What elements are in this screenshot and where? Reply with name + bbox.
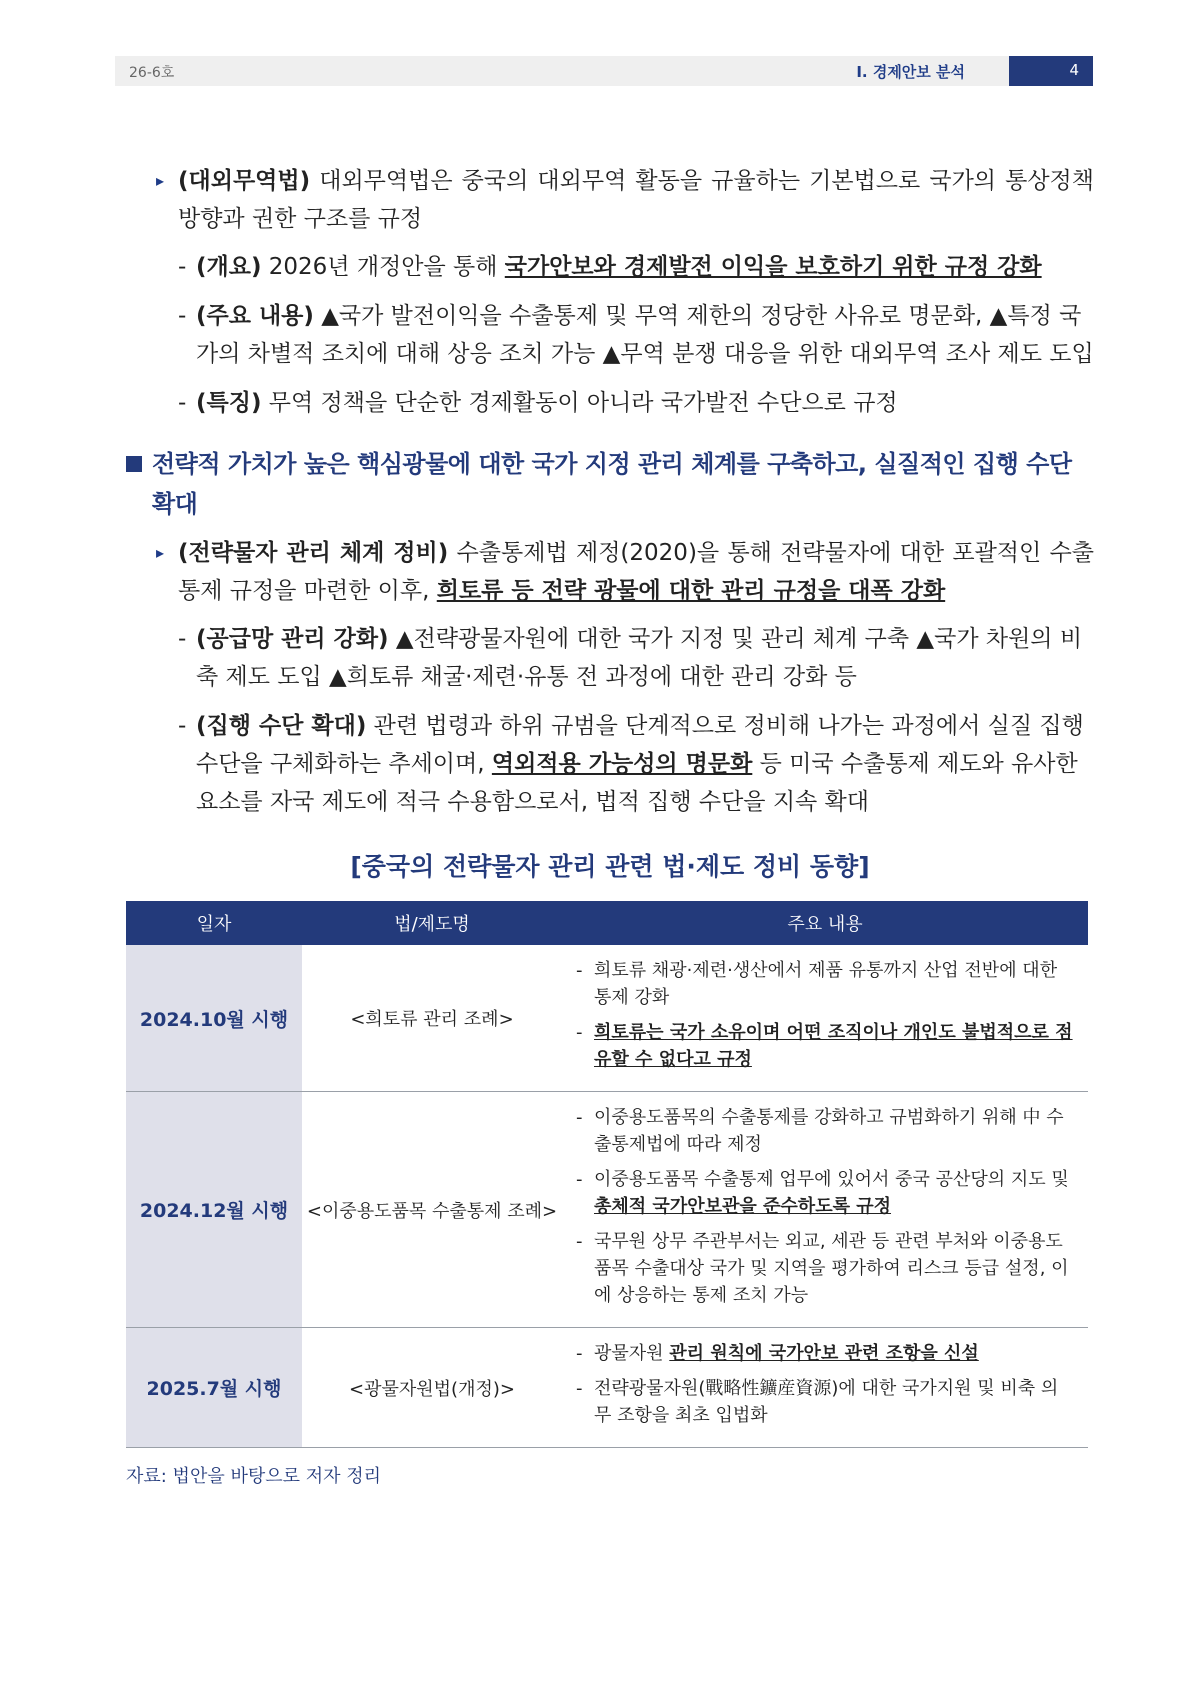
column-header-law: 법/제도명 [302,901,562,945]
sub-item-underlined: 역외적용 가능성의 명문화 [491,751,753,777]
page-header [115,56,1093,86]
page-body [126,162,1094,1488]
content-cell [562,1328,1088,1448]
page-number-box [1009,56,1093,86]
list-item: - 희토류는 국가 소유이며 어떤 조직이나 개인도 불법적으로 점유할 수 없다고 규정 [576,1022,1073,1070]
content-cell [562,1092,1088,1328]
sub-item-overview: - (개요) 2026년 개정안을 통해 국가안보와 경제발전 이익을 보호하기 위한 규정 강화 [178,254,1042,280]
page-number: 4 [1069,61,1079,79]
paragraph-strategic-materials [126,534,1094,610]
sub-item-text: ▲전략광물자원에 대한 국가 지정 및 관리 체계 구축 ▲국가 차원의 비축 제도 도입 ▲희토류 채굴·제련·유통 전 과정에 대한 관리 강화 등 [196,626,1083,690]
sub-item-text: 2026년 개정안을 통해 [261,254,505,280]
column-header-content: 주요 내용 [562,901,1088,945]
triangle-bullet-icon: ▸ [156,171,165,190]
paragraph-underlined: 희토류 등 전략 광물에 대한 관리 규정을 대폭 강화 [436,578,946,604]
date-cell: 2025.7월 시행 [126,1328,302,1448]
section-title: Ⅰ. 경제안보 분석 [856,63,965,81]
sub-item-key: (특징) [196,390,262,416]
paragraph-foreign-trade-law [126,162,1094,238]
sub-item-key: (개요) [196,254,262,280]
sub-item-key: (집행 수단 확대) [196,713,367,739]
paragraph-key: (전략물자 관리 체계 정비) [178,540,449,566]
list-item: - 국무원 상무 주관부서는 외교, 세관 등 관련 부처와 이중용도 품목 수출대상 국가 및 지역을 평가하여 리스크 등급 설정, 이에 상응하는 통제 조치 가능 [576,1231,1069,1306]
column-header-date: 일자 [126,901,302,945]
sub-item-enforcement: - (집행 수단 확대) 관련 법령과 하위 규범을 단계적으로 정비해 나가는 과정에서 실질 집행 수단을 구체화하는 추세이며, 역외적용 가능성의 명문화 등 미국 수출통제 제도와 유사한 요소를 자국 제도에 적극 수용함으로서, 법적 집행 수단을 지속 확대 [178,713,1084,815]
date-cell: 2024.12월 시행 [126,1092,302,1328]
list-item: - 이중용도품목의 수출통제를 강화하고 규범화하기 위해 中 수출통제법에 따라 제정 [576,1107,1064,1155]
list-item: - 희토류 채광·제련·생산에서 제품 유통까지 산업 전반에 대한 통제 강화 [576,960,1058,1008]
paragraph-text: 대외무역법은 중국의 대외무역 활동을 규율하는 기본법으로 국가의 통상정책 방향과 권한 구조를 규정 [178,168,1094,232]
sub-item-text: 무역 정책을 단순한 경제활동이 아니라 국가발전 수단으로 규정 [261,390,898,416]
section-heading: 전략적 가치가 높은 핵심광물에 대한 국가 지정 관리 체계를 구축하고, 실질적인 집행 수단 확대 [126,444,1094,524]
sub-item-underlined: 국가안보와 경제발전 이익을 보호하기 위한 규정 강화 [504,254,1042,280]
table-row [126,1328,1088,1448]
date-cell: 2024.10월 시행 [126,945,302,1092]
law-cell: <희토류 관리 조례> [302,945,562,1092]
law-trend-table [126,901,1088,1448]
sub-item-supply-chain: - (공급망 관리 강화) ▲전략광물자원에 대한 국가 지정 및 관리 체계 구축 ▲국가 차원의 비축 제도 도입 ▲희토류 채굴·제련·유통 전 과정에 대한 관리 강화 등 [178,626,1083,690]
sub-item-main-content: - (주요 내용) ▲국가 발전이익을 수출통제 및 무역 제한의 정당한 사유로 명문화, ▲특정 국가의 차별적 조치에 대해 상응 조치 가능 ▲무역 분쟁 대응을 위한 대외무역 조사 제도 도입 [178,303,1094,367]
list-item: - 이중용도품목 수출통제 업무에 있어서 중국 공산당의 지도 및 총체적 국가안보관을 준수하도록 규정 [576,1169,1069,1217]
sub-item-key: (주요 내용) [196,303,314,329]
law-cell: <광물자원법(개정)> [302,1328,562,1448]
list-item: - 전략광물자원(戰略性鑛産資源)에 대한 국가지원 및 비축 의무 조항을 최초 입법화 [576,1378,1059,1426]
sub-item-text: 관련 법령과 하위 규범을 단계적으로 정비해 나가는 과정에서 실질 집행 수단을 구체화하는 추세이며, [196,713,1084,777]
issue-number: 26-6호 [129,65,175,81]
sub-item-text: ▲국가 발전이익을 수출통제 및 무역 제한의 정당한 사유로 명문화, ▲특정 국가의 차별적 조치에 대해 상응 조치 가능 ▲무역 분쟁 대응을 위한 대외무역 조사 제도 도입 [196,303,1094,367]
paragraph-key: (대외무역법) [178,168,311,194]
triangle-bullet-icon: ▸ [156,543,165,562]
square-bullet-icon [126,456,142,472]
sub-item-key: (공급망 관리 강화) [196,626,389,652]
paragraph-text: 수출통제법 제정(2020)을 통해 전략물자에 대한 포괄적인 수출통제 규정을 마련한 이후, [178,540,1095,604]
list-item: - 광물자원 관리 원칙에 국가안보 관련 조항을 신설 [576,1343,979,1364]
content-cell [562,945,1088,1092]
table-source: 자료: 법안을 바탕으로 저자 정리 [126,1466,381,1487]
table-row [126,945,1088,1092]
table-header-row [126,901,1088,945]
sub-item-feature: - (특징) 무역 정책을 단순한 경제활동이 아니라 국가발전 수단으로 규정 [178,390,898,416]
sub-item-tail: 등 미국 수출통제 제도와 유사한 요소를 자국 제도에 적극 수용함으로서, 법적 집행 수단을 지속 확대 [196,751,1078,815]
table-row [126,1092,1088,1328]
law-cell: <이중용도품목 수출통제 조례> [302,1092,562,1328]
table-title: [중국의 전략물자 관리 관련 법·제도 정비 동향] [350,852,870,881]
